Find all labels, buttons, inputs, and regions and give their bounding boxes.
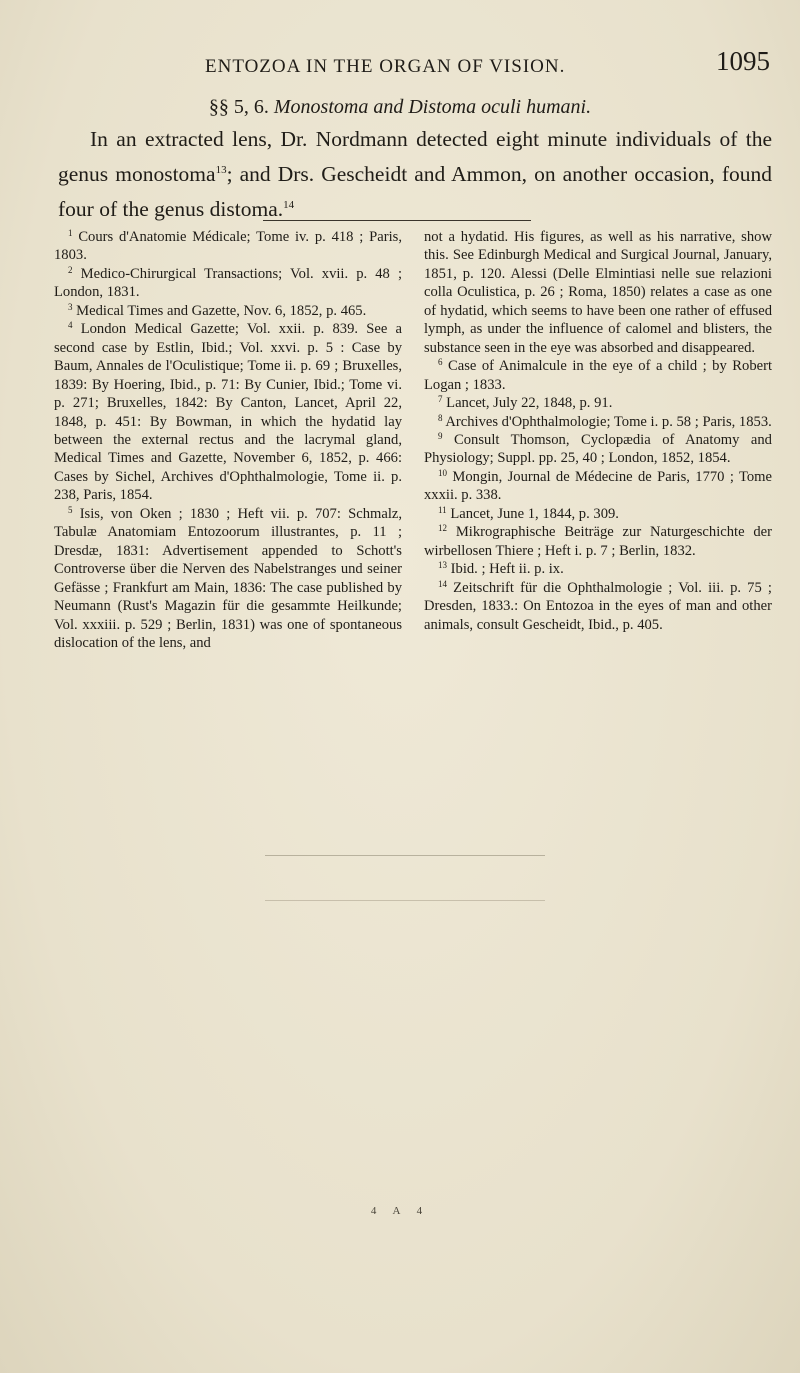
footnote-number: 7: [438, 394, 443, 405]
page-number: 1095: [716, 46, 770, 76]
footnote-number: 3: [68, 301, 73, 312]
running-title: ENTOZOA IN THE ORGAN OF VISION.: [205, 56, 566, 77]
footnotes-left-column: [54, 228, 402, 652]
footnote-text: Archives d'Ophthalmologie; Tome i. p. 58 ; Paris, 1853.: [445, 413, 772, 430]
section-number: §§ 5, 6.: [208, 96, 269, 118]
footnote-text: Consult Thomson, Cyclopædia of Anatomy and Physiology; Suppl. pp. 25, 40 ; London, 1852, 1854.: [424, 431, 772, 467]
footnotes-right-column: [424, 228, 772, 634]
footnote: [424, 579, 772, 634]
paper-fold-line: [265, 855, 545, 856]
footnote: [54, 265, 402, 302]
footnote-number: 12: [438, 523, 447, 534]
footnote: [54, 505, 402, 653]
section-heading: [0, 96, 800, 119]
page-header: [150, 46, 770, 86]
footnote-text: Mikrographische Beiträge zur Naturgeschichte der wirbellosen Thiere ; Heft i. p. 7 ; Berlin, 1832.: [424, 524, 772, 559]
body-text-part2: ; and Drs. Gescheidt and Ammon, on another occasion, found four of the genus distoma.: [58, 162, 772, 222]
footnote-text: Isis, von Oken ; 1830 ; Heft vii. p. 707: Schmalz, Tabulæ Anatomiam Entozoorum illustrantes, p. 11 ; Dresdæ, 1831: Advertisement appended to Schott's Controverse über die Nerven des Nabelstranges und seiner Gefässe ; Frankfurt am Main, 1836: The case published by Neumann (Rust's Magazin für die gesammte Heilkunde; Vol. xxxiii. p. 529 ; Berlin, 1831) was one of spontaneous dislocation of the lens, and: [54, 505, 402, 651]
footnote-number: 14: [438, 578, 447, 589]
footnote: [424, 431, 772, 468]
footnote-ref: 14: [283, 199, 295, 212]
footnote-text: Zeitschrift für die Ophthalmologie ; Vol. iii. p. 75 ; Dresden, 1833.: On Entozoa in the eyes of man and other animals, consult Gescheidt, Ibid., p. 405.: [424, 579, 772, 633]
paper-fold-line: [265, 900, 545, 901]
footnote-number: 10: [438, 467, 447, 478]
footnote-text: Lancet, June 1, 1844, p. 309.: [450, 505, 619, 522]
footnote-separator-rule: [263, 220, 531, 221]
footnote: [424, 413, 772, 431]
footnote: [424, 505, 772, 523]
footnote-text: Case of Animalcule in the eye of a child ; by Robert Logan ; 1833.: [424, 358, 773, 393]
footnote-text: Medical Times and Gazette, Nov. 6, 1852, p. 465.: [76, 302, 367, 319]
printer-signature-mark: 4 A 4: [370, 1205, 430, 1217]
footnote-number: 13: [438, 560, 447, 571]
footnote-ref: 13: [215, 164, 227, 176]
footnote-number: 2: [68, 264, 73, 275]
footnote: [424, 523, 772, 560]
body-paragraph: [58, 124, 772, 225]
footnote-number: 8: [438, 412, 443, 423]
footnote-number: 9: [438, 430, 443, 441]
footnote-text: Cours d'Anatomie Médicale; Tome iv. p. 418 ; Paris, 1803.: [54, 229, 402, 264]
footnote-number: 1: [68, 228, 73, 238]
footnote-continuation: not a hydatid. His figures, as well as his narrative, show this. See Edinburgh Medical and Surgical Journal, January, 1851, p. 120. Alessi (Delle Elmintiasi nelle sue relazioni colla Oculistica, p. 26 ; Roma, 1850) relates a case as one of hydatid, which seems to have been one rather of effused lymph, as under the influence of calomel and blisters, the substance seen in the eye was absorbed and disappeared.: [424, 229, 772, 356]
footnote-text: Mongin, Journal de Médecine de Paris, 1770 ; Tome xxxii. p. 338.: [424, 468, 773, 504]
footnote: [424, 357, 772, 394]
footnote-text: London Medical Gazette; Vol. xxii. p. 839. See a second case by Estlin, Ibid.; Vol. xxvi. p. 5 : Case by Baum, Annales de l'Oculistique; Tome ii. p. 69 ; Bruxelles, 1839: By Hoering, Ibid., p. 71: By Cunier, Ibid.; Tome vi. p. 271; Bruxelles, 1842: By Canton, Lancet, April 22, 1848, p. 451: By Bowman, in which the hydatid lay between the external rectus and the lacrymal gland, Medical Times and Gazette, November 6, 1852, p. 466: Cases by Sichel, Archives d'Ophthalmologie, Tome ii. p. 238, Paris, 1854.: [54, 321, 402, 504]
footnote-text: Ibid. ; Heft ii. p. ix.: [450, 561, 564, 578]
footnote-number: 5: [68, 504, 73, 515]
footnote: [54, 302, 402, 320]
footnote: [424, 468, 772, 505]
footnote: [54, 320, 402, 505]
footnote: [54, 228, 402, 265]
footnote-text: Lancet, July 22, 1848, p. 91.: [446, 395, 613, 412]
footnote-text: Medico-Chirurgical Transactions; Vol. xvii. p. 48 ; London, 1831.: [54, 265, 402, 301]
footnote-number: 6: [438, 357, 443, 368]
footnote: [424, 560, 772, 578]
footnote-number: 4: [68, 320, 73, 331]
footnote: [424, 394, 772, 412]
footnote-number: 11: [438, 504, 447, 515]
body-text-part1: In an extracted lens, Dr. Nordmann detected eight minute individuals of the genus monostoma: [58, 127, 772, 187]
section-title: Monostoma and Distoma oculi humani.: [273, 96, 592, 118]
